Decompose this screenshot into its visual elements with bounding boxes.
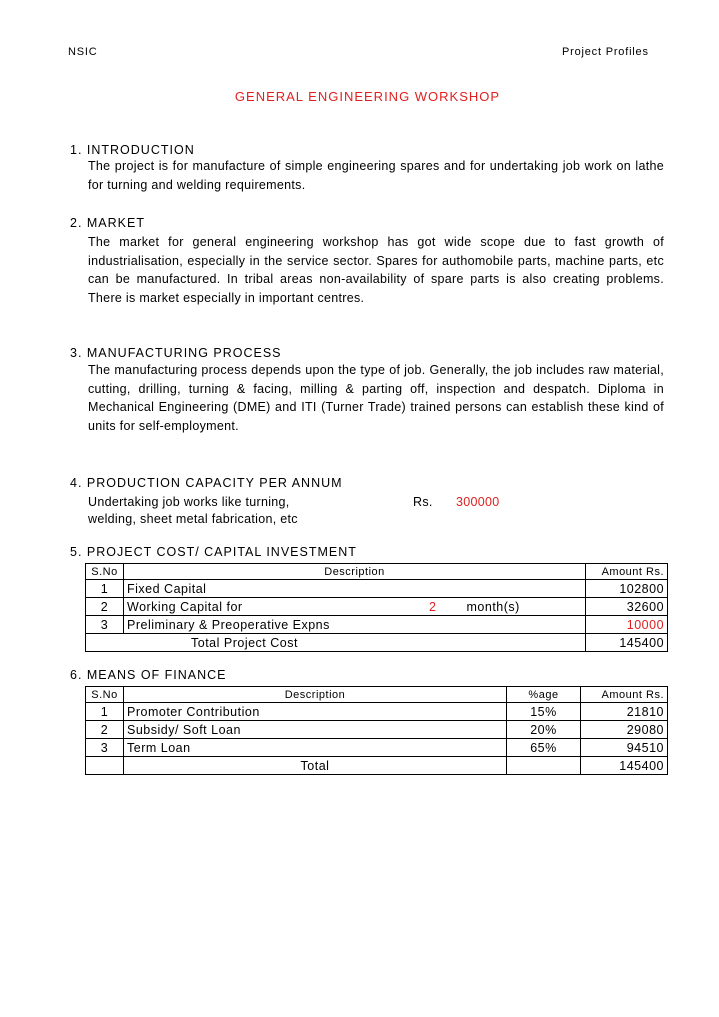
means-of-finance-table [85,686,668,775]
total-label: Total Project Cost [86,634,586,652]
total-amount: 145400 [586,634,668,652]
total-label: Total [124,757,507,775]
section-2-heading: 2. MARKET [70,216,145,230]
row-sno: 3 [86,616,124,634]
header-right: Project Profiles [562,46,649,58]
table-header-row [86,687,668,703]
col-description-header: Description [124,564,586,580]
total-amount: 145400 [581,757,668,775]
section-3-heading: 3. MANUFACTURING PROCESS [70,346,282,360]
row-sno: 3 [86,739,124,757]
section-1-text: The project is for manufacture of simple engineering spares and for undertaking job work on lathe for turning and welding requirements. [88,159,664,192]
row-sno: 1 [86,703,124,721]
page-title: GENERAL ENGINEERING WORKSHOP [234,89,501,104]
col-description-header: Description [124,687,507,703]
row-description: Working Capital for [124,598,399,616]
capacity-line-2: welding, sheet metal fabrication, etc [88,512,298,526]
col-sno-header: S.No [86,687,124,703]
section-4-heading: 4. PRODUCTION CAPACITY PER ANNUM [70,476,343,490]
row-amount: 102800 [586,580,668,598]
section-6-heading: 6. MEANS OF FINANCE [70,668,227,682]
row-sno: 2 [86,721,124,739]
row-amount: 29080 [581,721,668,739]
table-row [86,703,668,721]
row-percentage: 65% [507,739,581,757]
table-row [86,598,668,616]
table-row [86,721,668,739]
capacity-amount: 300000 [456,495,500,509]
row-percentage: 20% [507,721,581,739]
row-amount: 94510 [581,739,668,757]
working-capital-months-label: month(s) [447,598,586,616]
row-amount: 10000 [586,616,668,634]
header-left: NSIC [68,46,98,58]
capacity-currency: Rs. [413,495,433,509]
section-1-heading: 1. INTRODUCTION [70,143,195,157]
section-5-heading: 5. PROJECT COST/ CAPITAL INVESTMENT [70,545,357,559]
row-percentage: 15% [507,703,581,721]
row-description: Term Loan [124,739,507,757]
capacity-line-1: Undertaking job works like turning, [88,495,290,509]
row-sno: 1 [86,580,124,598]
row-amount: 21810 [581,703,668,721]
working-capital-months: 2 [399,598,447,616]
row-description: Fixed Capital [124,580,586,598]
table-total-row [86,634,668,652]
row-description: Subsidy/ Soft Loan [124,721,507,739]
section-2-text: The market for general engineering workshop has got wide scope due to fast growth of industrialisation, especially in the service sector. Spares for authomobile parts, machine parts, etc can be manufactured. In tribal areas non-availability of spare parts is also creating problems. There is market especially in important centres. [88,235,664,305]
row-amount: 32600 [586,598,668,616]
col-sno-header: S.No [86,564,124,580]
row-description: Preliminary & Preoperative Expns [124,616,586,634]
table-header-row [86,564,668,580]
col-percentage-header: %age [507,687,581,703]
total-sno-empty [86,757,124,775]
row-description: Promoter Contribution [124,703,507,721]
col-amount-header: Amount Rs. [581,687,668,703]
project-cost-table [85,563,668,652]
table-row [86,580,668,598]
row-sno: 2 [86,598,124,616]
table-row [86,739,668,757]
col-amount-header: Amount Rs. [586,564,668,580]
table-row [86,616,668,634]
total-percentage-empty [507,757,581,775]
section-3-text: The manufacturing process depends upon the type of job. Generally, the job includes raw material, cutting, drilling, turning & facing, milling & parting off, inspection and despatch. Diploma in Mechanical Engineering (DME) and ITI (Turner Trade) trained persons can establish these kind of units for self-employment. [88,363,664,433]
table-total-row [86,757,668,775]
